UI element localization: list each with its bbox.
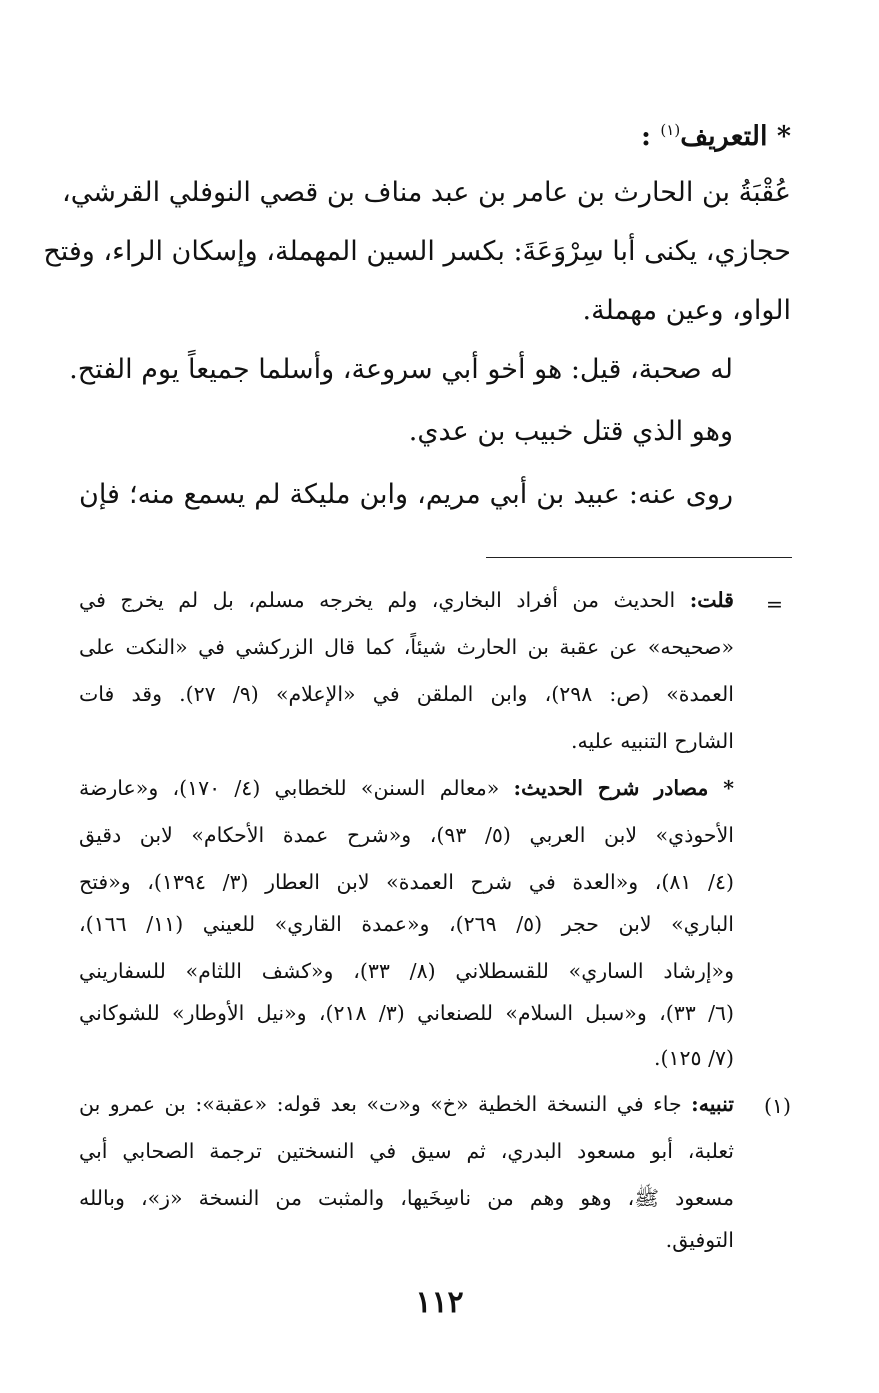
footnote-separator <box>486 557 792 558</box>
footnote-line-1: قلت: الحديث من أفراد البخاري، ولم يخرجه مسلم، بل لم يخرج في <box>79 588 734 612</box>
footnote-line-11: (٧/ ١٢٥). <box>653 1046 734 1070</box>
footnote-1-line-4: التوفيق. <box>665 1228 734 1252</box>
footnote-line-8: الباري» لابن حجر (٥/ ٢٦٩)، و«عمدة القاري» للعيني (١١/ ١٦٦)، <box>79 912 734 936</box>
footnote-line-7: (٤/ ٨١)، و«العدة في شرح العمدة» لابن العطار (٣/ ١٣٩٤)، و«فتح <box>79 870 734 894</box>
footnote-1-line-1: تنبيه: جاء في النسخة الخطية «خ» و«ت» بعد قوله: «عقبة»: بن عمرو بن <box>79 1092 734 1116</box>
heading-footnote-ref: (١) <box>660 121 681 139</box>
body-line-1: عُقْبَةُ بن الحارث بن عامر بن عبد مناف بن قصي النوفلي القرشي، <box>62 177 791 208</box>
footnote-line-2: «صحيحه» عن عقبة بن الحارث شيئاً، كما قال الزركشي في «النكت على <box>79 635 734 659</box>
body-line-5: وهو الذي قتل خبيب بن عدي. <box>408 416 733 447</box>
footnote-1-marker: (١) <box>763 1094 791 1118</box>
heading-colon: : <box>641 121 652 152</box>
tanbih-label: تنبيه: <box>691 1092 734 1116</box>
section-heading <box>641 110 791 157</box>
body-line-3: الواو، وعين مهملة. <box>582 295 791 326</box>
footnote-line-10: (٦/ ٣٣)، و«سبل السلام» للصنعاني (٣/ ٢١٨)، و«نيل الأوطار» للشوكاني <box>79 1001 734 1025</box>
footnote-line-4: الشارح التنبيه عليه. <box>570 729 734 753</box>
page-number: ١١٢ <box>415 1285 464 1320</box>
heading-title: التعريف <box>680 121 768 152</box>
continuation-marker: = <box>765 592 783 616</box>
heading-marker: * <box>776 121 791 152</box>
body-line-6: روى عنه: عبيد بن أبي مريم، وابن مليكة لم يسمع منه؛ فإن <box>79 479 733 510</box>
body-line-4: له صحبة، قيل: هو أخو أبي سروعة، وأسلما جميعاً يوم الفتح. <box>69 354 733 385</box>
footnote-1-line-3: مسعود ﷺ، وهو وهم من ناسِخَيها، والمثبت من النسخة «ز»، وبالله <box>79 1186 734 1210</box>
footnote-line-3: العمدة» (ص: ٢٩٨)، وابن الملقن في «الإعلام» (٩/ ٢٧). وقد فات <box>79 682 734 706</box>
qult-label: قلت: <box>689 588 734 612</box>
footnote-line-5: * مصادر شرح الحديث: «معالم السنن» للخطابي (٤/ ١٧٠)، و«عارضة <box>79 776 734 800</box>
footnote-1-line-2: ثعلبة، أبو مسعود البدري، ثم سيق في النسختين ترجمة الصحابي أبي <box>79 1139 734 1163</box>
sources-label: * مصادر شرح الحديث: <box>513 776 734 800</box>
body-line-2: حجازي، يكنى أبا سِرْوَعَةَ: بكسر السين المهملة، وإسكان الراء، وفتح <box>43 236 791 267</box>
footnote-line-9: و«إرشاد الساري» للقسطلاني (٨/ ٣٣)، و«كشف اللثام» للسفاريني <box>79 959 734 983</box>
footnote-line-6: الأحوذي» لابن العربي (٥/ ٩٣)، و«شرح عمدة الأحكام» لابن دقيق <box>79 823 734 847</box>
